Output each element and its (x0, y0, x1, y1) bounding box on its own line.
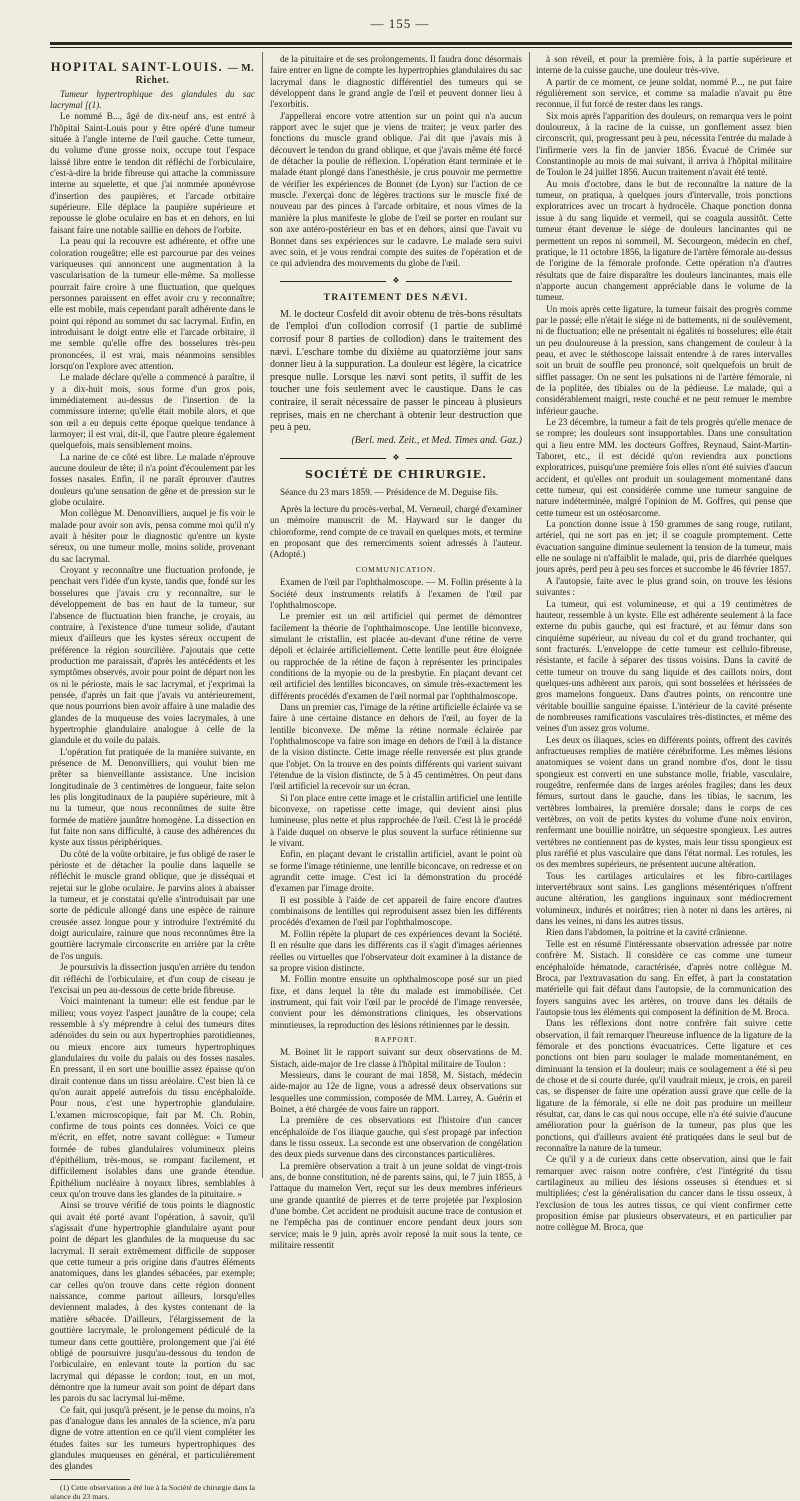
paragraph: Il est possible à l'aide de cet appareil de faire encore d'autres combinaisons de lentilles qui reproduisent assez bien les différents procédés d'examen de l'œil par l'ophthalmoscope. (270, 894, 522, 928)
rapport-continuation (536, 54, 792, 1234)
communication-heading: COMMUNICATION. (355, 564, 437, 574)
rapport-body (270, 1047, 522, 1251)
column-2 (270, 54, 522, 1251)
hospital-name: HOPITAL SAINT-LOUIS. (50, 60, 224, 74)
paragraph: La ponction donne issue à 150 grammes de sang rouge, rutilant, artériel, qui ne sort pas en jet; il se coagule promptement. Cette évacuation sanguine diminue seulement la tension de la tumeur, mais elle ne soulage ni n'affaiblit le malade, qui, pris de diarrhée quelques jours après, perd peu à peu ses forces et succombe le 46 février 1857. (536, 519, 792, 575)
article-title (50, 62, 255, 87)
article-body (50, 111, 255, 1472)
paragraph: La peau qui la recouvre est adhérente, et offre une coloration rougeâtre; elle est parcourue par des veines variqueuses qui annoncent une augmentation à la vascularisation de la tumeur elle-même. Sa mollesse pourrait faire croire à une fluctuation, que quelques personnes paraissent en effet avoir cru y reconnaître; elle est mobile, mais cependant paraît adhérente dans le point qui répond au sommet du sac lacrymal. Enfin, en introduisant le doigt entre elle et l'arcade orbitaire, il me semble qu'elle offre des bosselures très-peu prononcées, il est vrai, mais néanmoins sensibles lorsqu'on l'explore avec attention. (50, 236, 255, 371)
paragraph: Telle est en résumé l'intéressante observation adressée par notre confrère M. Sistach. Il considère ce cas comme une tumeur encéphaloïde hématode, caractérisée, d'après notre collègue M. Broca, par l'extravasation du sang. En effet, à part la constatation matérielle qui fait défaut dans l'autopsie, de la communication des foyers sanguins avec les artères, on trouve dans les détails de l'autopsie tous les éléments qui composent la définition de M. Broca. (536, 938, 792, 1017)
paragraph: Au mois d'octobre, dans le but de reconnaître la nature de la tumeur, on pratiqua, à quelques jours d'intervalle, trois ponctions exploratrices avec un trocart à hydrocèle. Chaque ponction donna issue à du sang liquide et vermeil, qui se coagula aussitôt. Cette tumeur étant devenue le siége de douleurs lancinantes qui ne permettent un repos ni sommeil, M. Secourgeon, médecin en chef, pratique, le 11 octobre 1856, la ligature de l'artère fémorale au-dessus de l'origine de la fémorale profonde. Cette opération n'a d'autres résultats que de faire disparaître les douleurs lancinantes, mais elle n'apporte aucun changement appréciable dans le volume de la tumeur. (536, 178, 792, 303)
paragraph: La tumeur, qui est volumineuse, et qui a 19 centimètres de hauteur, ressemble à un kyste. Elle est adhérente seulement à la face externe du pubis gauche, qui est fracturé, et au fémur dans son cinquième supérieur, au niveau du col et du grand trochanter, qui sont fracturés. L'enveloppe de cette tumeur est cellulo-fibreuse, résistante, et facile à séparer des tissus voisins. Dans la cavité de cette tumeur on trouve du sang liquide et des caillots noirs, dont quelques-uns adhèrent aux parois, qui sont bosselées et hérissées de gros mamelons fongueux. Dans d'autres points, on rencontre une véritable bouillie sanguine épaisse. L'intérieur de la cavité présente de nombreuses ramifications vasculaires très-distinctes, et même des veines d'un assez gros volume. (536, 598, 792, 734)
paragraph: Un mois après cette ligature, la tumeur faisait des progrès comme par le passé; elle n'était le siége ni de battements, ni de soulèvement, ni de fluctuation; elle ne présentait ni égalités ni bosselures; elle était un peu douloureuse à la pression, sans changement de couleur à la peau, et avec le stéthoscope laissait entendre à de rares intervalles soit un bruit de souffle peu prononcé, soit quelquefois un bruit de sifflet passager. On ne sent les pulsations ni de l'artère fémorale, ni de la poplitée, des tibiales ou de la pédieuse. Le malade, qui a considérablement maigri, reste couché et ne peut remuer le membre inférieur gauche. (536, 303, 792, 416)
rapport-heading: RAPPORT. (374, 1034, 418, 1044)
paragraph: Dans un premier cas, l'image de la rétine artificielle éclairée va se faire à une certaine distance en dehors de l'œil, au foyer de la lentille biconvexe. De même la rétine normale éclairée par l'ophthalmoscope va faire son image en dehors de l'œil à la distance de la vision distincte. Cette image réelle renversée est plus grande que l'objet. On la trouve en des points différents qui varient suivant l'étendue de la vision distincte, de 5 à 45 centimètres. On peut dans l'œil artificiel la recevoir sur un écran. (270, 701, 522, 792)
section-separator: ❖ (270, 276, 522, 288)
paragraph: Je poursuivis la dissection jusqu'en arrière du tendon dit réfléchi de l'orbiculaire, et d'un coup de ciseau je l'excisai un peu au-dessous de cette bride fibreuse. (50, 962, 255, 995)
proces-verbal: Après la lecture du procès-verbal, M. Verneuil, chargé d'examiner un mémoire manuscrit de M. Hayward sur le danger du chloroforme, rend compte de ce travail en quelques mots, et termine en proposant que des remerciments soient adressés à l'auteur. (Adopté.) (270, 504, 522, 560)
paragraph: Le premier est un œil artificiel qui permet de démontrer facilement la théorie de l'ophthalmoscope. Une lentille biconvexe, simulant le cristallin, est placée au-devant d'une rétine de verre dépoli et éclairée artificiellement. Cette lentille peut être éloignée ou rapprochée de la rétine de façon à représenter les principales conditions de la myopie ou de la presbytie. En plaçant devant cet œil artificiel des lentilles biconcaves, on simule très-exactement les différents procédés d'examen de l'œil normal par l'ophthalmoscope. (270, 611, 522, 701)
header-rule (50, 42, 792, 45)
author-name: — M. Richet. (135, 63, 255, 87)
footnote: (1) Cette observation a été lue à la Société de chirurgie dans la séance du 23 mars. (50, 1482, 255, 1501)
paragraph: A partir de ce moment, ce jeune soldat, nommé P..., ne put faire régulièrement son service, et comme sa maladie n'avait pu être reconnue, il fut forcé de rester dans les rangs. (536, 76, 792, 110)
paragraph: Ce qu'il y a de curieux dans cette observation, ainsi que le fait remarquer avec raison notre confrère, c'est l'intégrité du tissu cartilagineux au milieu des lésions osseuses si étendues et si multipliées; c'est la généralisation du cancer dans le tissu osseux, à l'exclusion de tous les autres tissus, ce qui vient confirmer cette proposition émise par plusieurs observateurs, et en particulier par notre collègue M. Broca, que (536, 1154, 792, 1233)
column-3 (536, 54, 792, 1233)
paragraph: Ainsi se trouve vérifié de tous points le diagnostic qui avait été porté avant l'opération, à savoir, qu'il s'agissait d'une hypertrophie glandulaire ayant pour point de départ les glandules de la muqueuse du sac lacrymal. Il serait extrêmement difficile de supposer que cette tumeur a pris origine dans d'autres éléments anatomiques, dans les glandes sébacées, par exemple; car celles qu'on trouve dans cette région donnent naissance, comme partout ailleurs, lorsqu'elles deviennent malades, à des kystes contenant de la matière sébacée. D'ailleurs, l'élargissement de la gouttière lacrymale, le prolongement pédiculé de la tumeur dans cette gouttière, prolongement que j'ai été obligé de poursuivre jusqu'au-dessous du tendon de l'orbiculaire, en enlevant toute la portion du sac lacrymal qui dépasse le cordon; tout, en un mot, démontre que la tumeur avait son point de départ dans les parois du sac lacrymal lui-même. (50, 1200, 255, 1404)
paragraph: Tous les cartilages articulaires et les fibro-cartilages intervertébraux sont sains. Les ganglions mésentériques n'offrent aucune altération, les ganglions inguinaux sont médiocrement volumineux, indurés et noirâtres; rien à noter ni dans les artères, ni dans les veines, ni dans les autres tissus. (536, 870, 792, 927)
paragraph: Mon collègue M. Denonvilliers, auquel je fis voir le malade pour avoir son avis, pensa comme moi qu'il n'y avait à hésiter pour le diagnostic qu'entre un kyste séreux, ou une tumeur molle, moins solide, provenant du sac lacrymal. (50, 508, 255, 564)
page-number: — 155 — (370, 16, 430, 31)
header-rule-thin (50, 47, 792, 48)
footnote-rule (50, 1479, 130, 1480)
paragraph: Messieurs, dans le courant de mai 1858, M. Sistach, médecin aide-major au 12e de ligne, vous a adressé deux observations sur lesquelles une commission, composée de MM. Larrey, A. Guérin et Boinet, a été chargée de vous faire un rapport. (270, 1069, 522, 1114)
paragraph: La narine de ce côté est libre. Le malade n'éprouve aucune douleur de tête; il n'a point d'écoulement par les fosses nasales. Enfin, il ne paraît éprouver d'autres douleurs qu'une sensation de gêne et de pression sur le globe oculaire. (50, 451, 255, 508)
article-subtitle: Tumeur hypertrophique des glandules du sac lacrymal [(1). (50, 88, 255, 111)
naevi-text: M. le docteur Cosfeld dit avoir obtenu de très-bons résultats de l'emploi d'un collodion corrosif (1 partie de sublimé corrosif pour 8 parties de collodion) dans le traitement des nævi. L'eschare tombe du dixième au quatorzième jour sans donner lieu à la suppuration. La douleur est légère, la cicatrice presque nulle. Lorsque les nævi sont petits, il suffit de les toucher une fois seulement avec le caustique. Dans le cas contraire, il serait nécessaire de passer le pinceau à plusieurs reprises, mais en ne cherchant à obtenir leur destruction que peu à peu. (270, 308, 522, 434)
paragraph: J'appellerai encore votre attention sur un point qui n'a aucun rapport avec le sujet que je viens de traiter; je veux parler des fonctions du muscle grand oblique. J'ai dit que j'avais mis à découvert le tendon du grand oblique, et que j'avais même été forcé de détacher la poulie de réflexion. L'opération étant terminée et le malade étant plongé dans l'anesthésie, je crus pouvoir me permettre de vérifier les expériences de Bonnet (de Lyon) sur l'action de ce muscle. J'exerçai donc de légères tractions sur le muscle fixé de nouveau par des pinces à l'arcade orbitaire, et nous vîmes de la manière la plus manifeste le globe de l'œil se porter en roulant sur son axe antéro-postérieur en bas et en dehors, ainsi que l'avait vu Bonnet dans ses expériences sur le cadavre. Le malade sera suivi avec soin, et je vous rendrai compte des suites de l'opération et de ce qui adviendra des mouvements du globe de l'œil. (270, 110, 522, 269)
paragraph: Les deux os iliaques, scies en différents points, offrent des cavités anfractueuses remplies de matière cérébriforme. Les mêmes lésions anatomiques se voient dans un grand nombre d'os, dont le tissu spongieux est converti en une substance molle, friable, vasculaire, rougeâtre, renfermée dans de larges aréoles fragiles; dans les deux fémurs, surtout dans le gauche, dans les tibias, le sacrum, les vertèbres lombaires, la première dorsale; dans le corps de ces vertèbres, on voit de petits kystes du volume d'une noix environ, renfermant une bouillie noirâtre, un séquestre spongieux. Les autres vertèbres ne contiennent pas de kystes, mais leur tissu spongieux est plus raréfié et plus vasculaire que dans l'état normal. Les rotules, les os des membres supérieurs, ne présentent aucune altération. (536, 734, 792, 870)
paragraph: M. Follin répète la plupart de ces expériences devant la Société. Il en résulte que dans les différents cas il s'agit d'images aériennes réelles ou virtuelles que l'observateur doit examiner à la distance de sa propre vision distincte. (270, 928, 522, 973)
column-divider (529, 52, 530, 1178)
paragraph: de la pituitaire et de ses prolongements. Il faudra donc désormais faire entrer en ligne de compte les hypertrophies glandulaires du sac lacrymal dans le diagnostic différentiel des tumeurs qui se développent dans le grand angle de l'œil et peuvent donner lieu à l'exorbitis. (270, 54, 522, 110)
paragraph: M. Boinet lit le rapport suivant sur deux observations de M. Sistach, aide-major de 1re classe à l'hôpital militaire de Toulon : (270, 1047, 522, 1069)
paragraph: Ce fait, qui jusqu'à présent, je le pense du moins, n'a pas d'analogue dans les annales de la science, m'a paru digne de votre attention en ce qu'il vient compléter les études faites sur les tumeurs hypertrophiques des glandules muqueuses en général, et particulièrement des glandes (50, 1404, 255, 1472)
naevi-reference: (Berl. med. Zeit., et Med. Times and. Gaz.) (351, 434, 522, 446)
paragraph: La première observation a trait à un jeune soldat de vingt-trois ans, de bonne constitution, né de parents sains, qui, le 7 juin 1855, à l'attaque du mamelon Vert, reçut sur les deux membres inférieurs une grande quantité de pierres et de terre projetée par l'explosion d'une bombe. Cet accident ne produisit aucune trace de contusion et ne l'empêcha pas de continuer encore pendant deux jours son service; mais le 9 juin, après avoir reposé la nuit sous la tente, ce militaire ressentit (270, 1160, 522, 1251)
section-separator: ❖ (270, 453, 522, 465)
paragraph: Si l'on place entre cette image et le cristallin artificiel une lentille biconvexe, on rapetisse cette image, qui devient ainsi plus lumineuse, plus nette et plus rapprochée de l'œil. C'est là le procédé à l'aide duquel on observe le plus souvent la surface rétinienne sur le vivant. (270, 792, 522, 849)
paragraph: à son réveil, et pour la première fois, à la partie supérieure et interne de la cuisse gauche, une douleur très-vive. (536, 54, 792, 76)
column-1 (50, 54, 255, 1501)
paragraph: Croyant y reconnaître une fluctuation profonde, je penchait vers l'idée d'un kyste, tandis que, fondé sur les bosselures que j'avais cru y reconnaître, sur le développement de bas en haut de la tumeur, sur l'absence de fluctuation bien franche, je croyais, au contraire, à l'existence d'une tumeur solide, d'autant mieux d'ailleurs que les kystes séreux occupent de préférence la région sourcilière. J'ajoutais que cette production me paraissait, d'après les antécédents et les symptômes observés, avoir pour point de départ non les os ni le périoste, mais le sac lacrymal, et j'exprimai la pensée, d'après un fait que j'avais vu antérieurement, que nous pourrions bien avoir affaire à une maladie des glandes de la muqueuse des voies lacrymales, à une hypertrophie glandulaire analogue à celle de la glandule et du voile du palais. (50, 565, 255, 746)
paragraph: La première de ces observations est l'histoire d'un cancer encéphaloïde de l'os iliaque gauche, qui s'est propagé par infection dans le tissu osseux. La seconde est une observation de congélation des deux pieds survenue dans des circonstances particulières. (270, 1115, 522, 1160)
paragraph: Du côté de la voûte orbitaire, je fus obligé de raser le périoste et de détacher la poulie dans laquelle se réfléchit le muscle grand oblique, que je disséquai et rejetai sur le globe oculaire. Je parvins alors à abaisser la tumeur, et je constatai qu'elle s'introduisait par une sorte de pédicule allongé dans une espèce de rainure creusée assez longue pour y introduire l'extrémité du doigt auriculaire, rainure que nous reconnûmes être la gouttière lacrymale circonscrite en arrière par la crête de l'os unguis. (50, 848, 255, 961)
paragraph: Rien dans l'abdomen, la poitrine et la cavité crânienne. (546, 927, 748, 938)
article-continuation (270, 54, 522, 270)
paragraph: M. Follin montre ensuite un ophthalmoscope posé sur un pied fixe, et dans lequel la tête du malade est immobilisée. Cet instrument, qui fait voir l'œil par le procédé de l'image renversée, convient pour les démonstrations cliniques, les observations minutieuses, la reproduction des lésions rétiniennes par le dessin. (270, 974, 522, 1030)
paragraph: Le 23 décembre, la tumeur a fait de tels progrès qu'elle menace de se rompre; les douleurs sont insupportables. Dans une consultation qui a lieu entre MM. les docteurs Goffres, Reynaud, Saint-Martin-Taboret, etc., il est décidé qu'on reviendra aux ponctions exploratrices, puisqu'une première fois elles n'ont été suivies d'aucun accident, et qu'elles ont produit un soulagement momentané dans cette tumeur, qui est considérée comme une tumeur sanguine de nature indéterminée, malgré l'opinion de M. Goffres, qui pense que cette tumeur est un ostéosarcome. (536, 417, 792, 518)
paragraph: Le nommé B..., âgé de dix-neuf ans, est entré à l'hôpital Saint-Louis pour y être opéré d'une tumeur située à l'angle interne de l'œil gauche. Cette tumeur, du volume d'une grosse noix, occupe tout l'espace laissé libre entre le tendon dit réfléchi de l'orbiculaire, c'est-à-dire la bride fibreuse qui attache la commissure interne au squelette, et que j'ai nommée aponévrose d'insertion des paupières, et l'arcade orbitaire supérieure. Elle déplace la paupière supérieure et repousse le globe oculaire en bas et en dehors, en lui faisant faire une notable saillie en dehors de l'orbite. (50, 111, 255, 235)
paragraph: Enfin, en plaçant devant le cristallin artificiel, avant le point où se forme l'image rétinienne, une lentille biconcave, on redresse et on agrandit cette image. C'est ici la démonstration du procédé d'examen par l'image droite. (270, 849, 522, 894)
paragraph: Six mois après l'apparition des douleurs, on remarqua vers le point douloureux, à la racine de la cuisse, un gonflement assez bien circonscrit, qui, progressant peu à peu, nécessita l'entrée du malade à l'infirmerie vers la fin de janvier 1856. Évacué de Crimée sur Constantinople au mois de mai suivant, il arriva à l'hôpital militaire de Toulon le 24 juillet 1856. Aucun traitement n'avait été tenté. (536, 110, 792, 178)
communication-body (270, 577, 522, 1031)
naevi-section (270, 309, 522, 448)
naevi-heading: TRAITEMENT DES NÆVI. (323, 291, 469, 303)
paragraph: Voici maintenant la tumeur: elle est fendue par le milieu; vous voyez l'aspect jaunâtre de la coupe; cela ressemble à s'y méprendre à celui des tumeurs dites adénoïdes du sein ou aux hypertrophies parotidiennes, ou mieux encore aux tumeurs hypertrophiques glandulaires du voile du palais ou des fosses nasales. En pressant, il en sort une bouillie assez épaisse qu'on dirait contenue dans un tissu aréolaire. C'est bien là ce qu'on aurait appelé autrefois du tissu encéphaloïde. Pour nous, c'est une hypertrophie glandulaire. L'examen microscopique, fait par M. Ch. Robin, confirme de tous points ces données. Voici ce que m'écrit, en effet, notre savant collègue: « Tumeur formée de tubes glandulaires volumineux pleins d'épithélium, très-mous, se rompant facilement, et difficilement isolables dans une grande étendue. Épithélium nucléaire à noyaux libres, semblables à ceux qu'on trouve dans les glandes de la pituitaire. » (50, 996, 255, 1200)
paragraph: Examen de l'œil par l'ophthalmoscope. — M. Follin présente à la Société deux instruments relatifs à l'examen de l'œil par l'ophthalmoscope. (270, 577, 522, 610)
paragraph: Dans les réflexions dont notre confrère fait suivre cette observation, il fait remarquer l'heureuse influence de la ligature de la fémorale et des ponctions évacuatrices. Cette ligature et ces ponctions ont bien paru soulager le malade momentanément, en diminuant la tension et la douleur; mais ce soulagement a été si peu de chose et de si courte durée, qu'il vaudrait mieux, je crois, en pareil cas, se dispenser de faire une opération aussi grave que celle de la ligature de la fémorale, si elle ne doit pas produire un meilleur résultat, car, dans le cas qui nous occupe, elle n'a été suivie d'aucune amélioration pour la guérison de la tumeur, pas plus que les ponctions, qui d'ailleurs avaient été pratiquées dans le seul but de reconnaître la nature de la tumeur. (536, 1018, 792, 1153)
paragraph: L'opération fut pratiquée de la manière suivante, en présence de M. Denonvilliers, qui voulut bien me prêter sa bienveillante assistance. Une incision longitudinale de 3 centimètres de longueur, faite selon les plis longitudinaux de la paupière supérieure, mit à nu la tumeur, que nous reconnûmes de suite être formée de matière jaunâtre homogène. La dissection en fut faite non sans difficulté, à cause des adhérences du kyste aux tissus périphériques. (50, 746, 255, 848)
seance-line: Séance du 23 mars 1859. — Présidence de M. Deguise fils. (280, 486, 499, 497)
paragraph: Le malade déclare qu'elle a commencé à paraître, il y a dix-huit mois, sous forme d'un gros pois, immédiatement au-dessus de l'insertion de la commissure interne; qu'elle était mobile alors, et que son œil a eu depuis cette époque quelque tendance à larmoyer; il est vrai, dit-il, que l'autre pleure également quelquefois, mais sensiblement moins. (50, 372, 255, 451)
column-divider (262, 52, 263, 1178)
societe-heading: SOCIÉTÉ DE CHIRURGIE. (305, 468, 487, 482)
paragraph: A l'autopsie, faite avec le plus grand soin, on trouve les lésions suivantes : (536, 575, 792, 598)
